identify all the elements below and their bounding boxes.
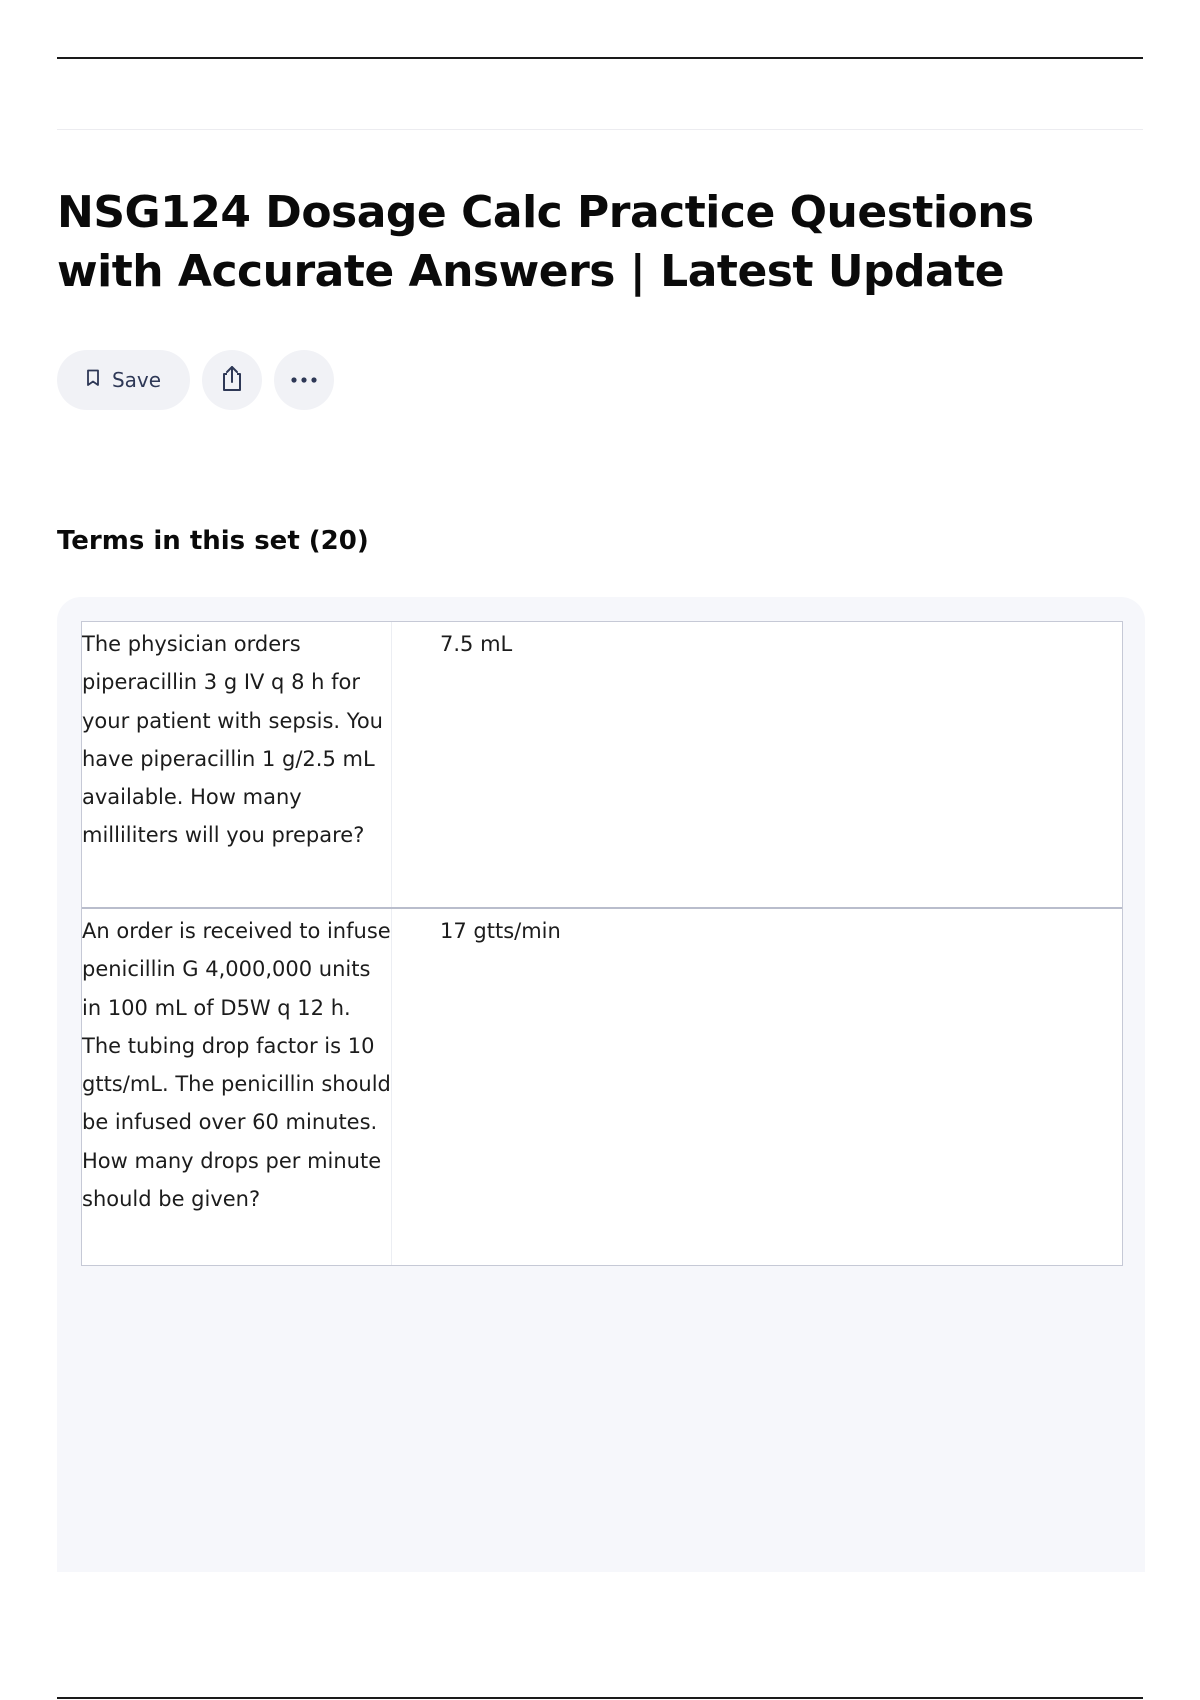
action-bar [57, 350, 334, 410]
share-icon [219, 364, 245, 397]
more-icon [290, 371, 318, 389]
save-button[interactable] [57, 350, 190, 410]
header-divider [57, 129, 1143, 130]
definition-text: 17 gtts/min [440, 919, 561, 943]
save-label: Save [111, 368, 162, 392]
term-row [82, 907, 1122, 1265]
bottom-divider [57, 1697, 1143, 1699]
top-divider [57, 57, 1143, 59]
more-options-button[interactable] [274, 350, 334, 410]
terms-heading: Terms in this set (20) [57, 526, 369, 556]
term-text: An order is received to infuse penicillin G 4,000,000 units in 100 mL of D5W q 12 h. The tubing drop factor is 10 gtts/mL. The penicillin should be infused over 60 minutes. How many drops per minute should be given? [82, 909, 392, 1265]
terms-table [81, 621, 1123, 1266]
page-title: NSG124 Dosage Calc Practice Questions with Accurate Answers | Latest Update [57, 187, 1034, 297]
definition-text: 7.5 mL [440, 632, 513, 656]
share-button[interactable] [202, 350, 262, 410]
term-text: The physician orders piperacillin 3 g IV q 8 h for your patient with sepsis. You have piperacillin 1 g/2.5 mL available. How many milliliters will you prepare? [82, 622, 392, 907]
bookmark-icon [86, 368, 100, 392]
term-row [82, 622, 1122, 907]
terms-panel [57, 597, 1145, 1572]
